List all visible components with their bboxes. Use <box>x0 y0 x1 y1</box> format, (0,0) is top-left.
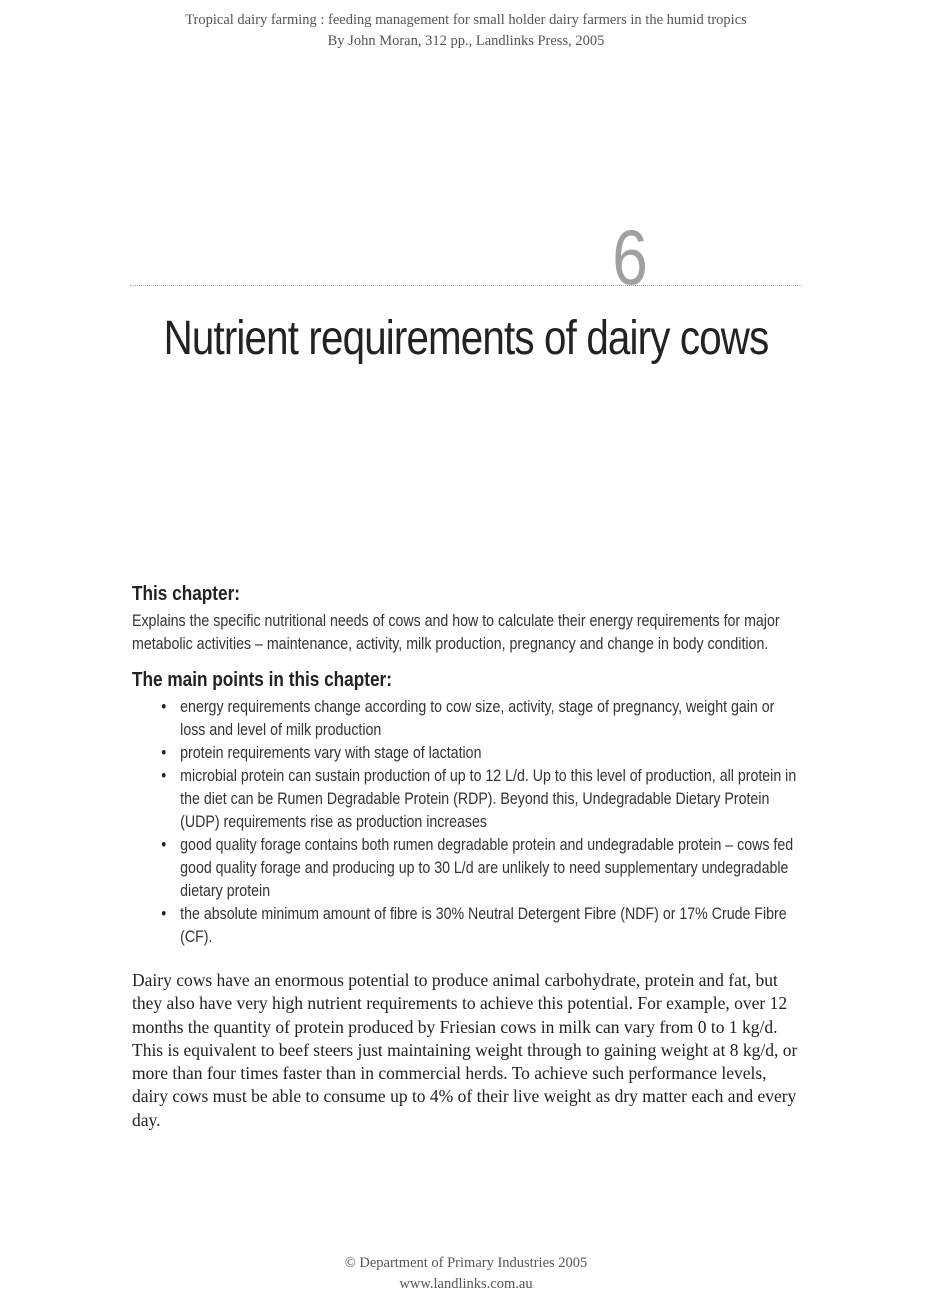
page-header <box>0 10 932 52</box>
book-title-line: Tropical dairy farming : feeding management for small holder dairy farmers in the humid tropics <box>185 12 747 28</box>
summary-heading: This chapter: <box>132 583 240 605</box>
main-points-heading: The main points in this chapter: <box>132 669 392 691</box>
list-item: • protein requirements vary with stage of lactation <box>180 742 803 765</box>
list-item: • the absolute minimum amount of fibre is 30% Neutral Detergent Fibre (NDF) or 17% Crude Fibre (CF). <box>180 903 803 949</box>
chapter-number: 6 <box>612 213 648 301</box>
list-item: • energy requirements change according to cow size, activity, stage of pregnancy, weight gain or loss and level of milk production <box>180 696 803 742</box>
list-item: • good quality forage contains both rumen degradable protein and undegradable protein – cows fed good quality forage and producing up to 30 L/d are unlikely to need supplementary undegradable dietary protein <box>180 834 803 903</box>
page-content <box>132 580 802 1132</box>
list-item: • microbial protein can sustain production of up to 12 L/d. Up to this level of production, all protein in the diet can be Rumen Degradable Protein (RDP). Beyond this, Undegradable Dietary Protein (UDP) requirements rise as production increases <box>180 765 803 834</box>
copyright-text: © Department of Primary Industries 2005 <box>344 1255 588 1271</box>
chapter-summary <box>132 580 803 949</box>
chapter-title: Nutrient requirements of dairy cows <box>163 312 769 365</box>
book-author-line: By John Moran, 312 pp., Landlinks Press, 2005 <box>327 33 605 49</box>
main-points-list <box>132 696 803 949</box>
website-link[interactable]: www.landlinks.com.au <box>399 1276 533 1292</box>
chapter-divider <box>130 285 802 286</box>
summary-text: Explains the specific nutritional needs of cows and how to calculate their energy requirements for major metabolic activities – maintenance, activity, milk production, pregnancy and change in body condition. <box>132 612 780 653</box>
page-footer <box>0 1253 932 1295</box>
body-paragraph: Dairy cows have an enormous potential to produce animal carbohydrate, protein and fat, but they also have very high nutrient requirements to achieve this potential. For example, over 12 months the quantity of protein produced by Friesian cows in milk can vary from 0 to 1 kg/d. This is equivalent to beef steers just maintaining weight through to gaining weight at 8 kg/d, or more than four times faster than in commercial herds. To achieve such performance levels, dairy cows must be able to consume up to 4% of their live weight as dry matter each and every day. <box>132 970 798 1130</box>
